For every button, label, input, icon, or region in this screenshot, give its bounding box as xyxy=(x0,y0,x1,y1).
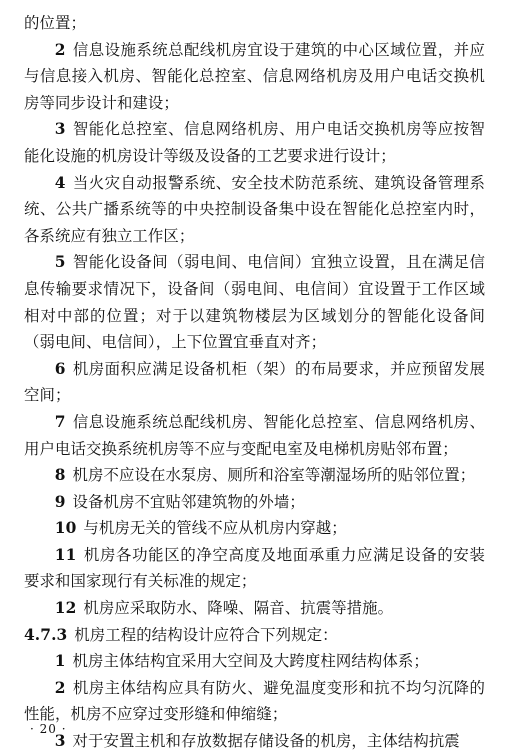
item-text: 机房主体结构宜采用大空间及大跨度柱网结构体系； xyxy=(72,652,429,671)
list-item xyxy=(24,595,485,622)
item-text: 信息设施系统总配线机房、智能化总控室、信息网络机房、用户电话交换系统机房等不应与变配电室及电梯机房贴邻布置； xyxy=(24,412,485,458)
item-number: 12 xyxy=(54,599,77,618)
list-item xyxy=(24,356,485,409)
item-number: 11 xyxy=(54,545,77,564)
item-text: 设备机房不宜贴邻建筑物的外墙； xyxy=(72,492,305,511)
list-item xyxy=(24,37,485,117)
item-text: 机房各功能区的净空高度及地面承重力应满足设备的安装要求和国家现行有关标准的规定； xyxy=(24,545,485,591)
item-text: 当火灾自动报警系统、安全技术防范系统、建筑设备管理系统、公共广播系统等的中央控制设备集中设在智能化总控室内时，各系统应有独立工作区； xyxy=(24,173,485,245)
page-body xyxy=(24,10,485,755)
item-text: 机房主体结构应具有防火、避免温度变形和抗不均匀沉降的性能，机房不应穿过变形缝和伸缩缝； xyxy=(24,678,485,724)
item-text: 机房工程的结构设计应符合下列规定： xyxy=(74,625,338,644)
item-text: 对于安置主机和存放数据存储设备的机房，主体结构抗震 xyxy=(72,732,460,751)
item-number: 3 xyxy=(54,120,66,139)
item-number: 7 xyxy=(54,412,66,431)
page-number: · 20 · xyxy=(30,722,67,736)
list-item xyxy=(24,542,485,595)
item-number: 2 xyxy=(54,40,66,59)
list-item xyxy=(24,462,485,489)
item-number: 5 xyxy=(54,253,66,272)
item-number: 8 xyxy=(54,466,66,485)
item-text: 的位置； xyxy=(24,14,86,32)
item-text: 智能化设备间（弱电间、电信间）宜独立设置，且在满足信息传输要求情况下，设备间（弱电间、电信间）宜设置于工作区域相对中部的位置；对于以建筑物楼层为区域划分的智能化设备间（弱电间、电信间），上下位置宜垂直对齐； xyxy=(24,253,485,352)
item-text: 与机房无关的管线不应从机房内穿越； xyxy=(83,519,347,538)
list-item xyxy=(24,675,485,728)
clause-number: 4.7.3 xyxy=(24,625,68,644)
list-item xyxy=(24,249,485,355)
item-number: 1 xyxy=(54,652,66,671)
list-item xyxy=(24,648,485,675)
item-text: 机房面积应满足设备机柜（架）的布局要求，并应预留发展空间； xyxy=(24,359,485,405)
item-number: 2 xyxy=(54,678,66,697)
item-text: 机房不应设在水泵房、厕所和浴室等潮湿场所的贴邻位置； xyxy=(72,466,476,485)
item-number: 9 xyxy=(54,492,66,511)
list-item xyxy=(24,170,485,250)
item-number: 3 xyxy=(54,732,66,751)
list-item xyxy=(24,728,485,755)
continued-text xyxy=(24,10,485,37)
clause-paragraph xyxy=(24,622,485,649)
item-number: 4 xyxy=(54,173,66,192)
list-item xyxy=(24,409,485,462)
item-number: 6 xyxy=(54,359,66,378)
list-item xyxy=(24,515,485,542)
item-number: 10 xyxy=(54,519,77,538)
item-text: 智能化总控室、信息网络机房、用户电话交换机房等应按智能化设施的机房设计等级及设备的工艺要求进行设计； xyxy=(24,120,485,165)
list-item xyxy=(24,489,485,516)
item-text: 信息设施系统总配线机房宜设于建筑的中心区域位置，并应与信息接入机房、智能化总控室、信息网络机房及用户电话交换机房等同步设计和建设； xyxy=(24,40,485,112)
item-text: 机房应采取防水、降噪、隔音、抗震等措施。 xyxy=(83,599,394,618)
list-item xyxy=(24,116,485,169)
